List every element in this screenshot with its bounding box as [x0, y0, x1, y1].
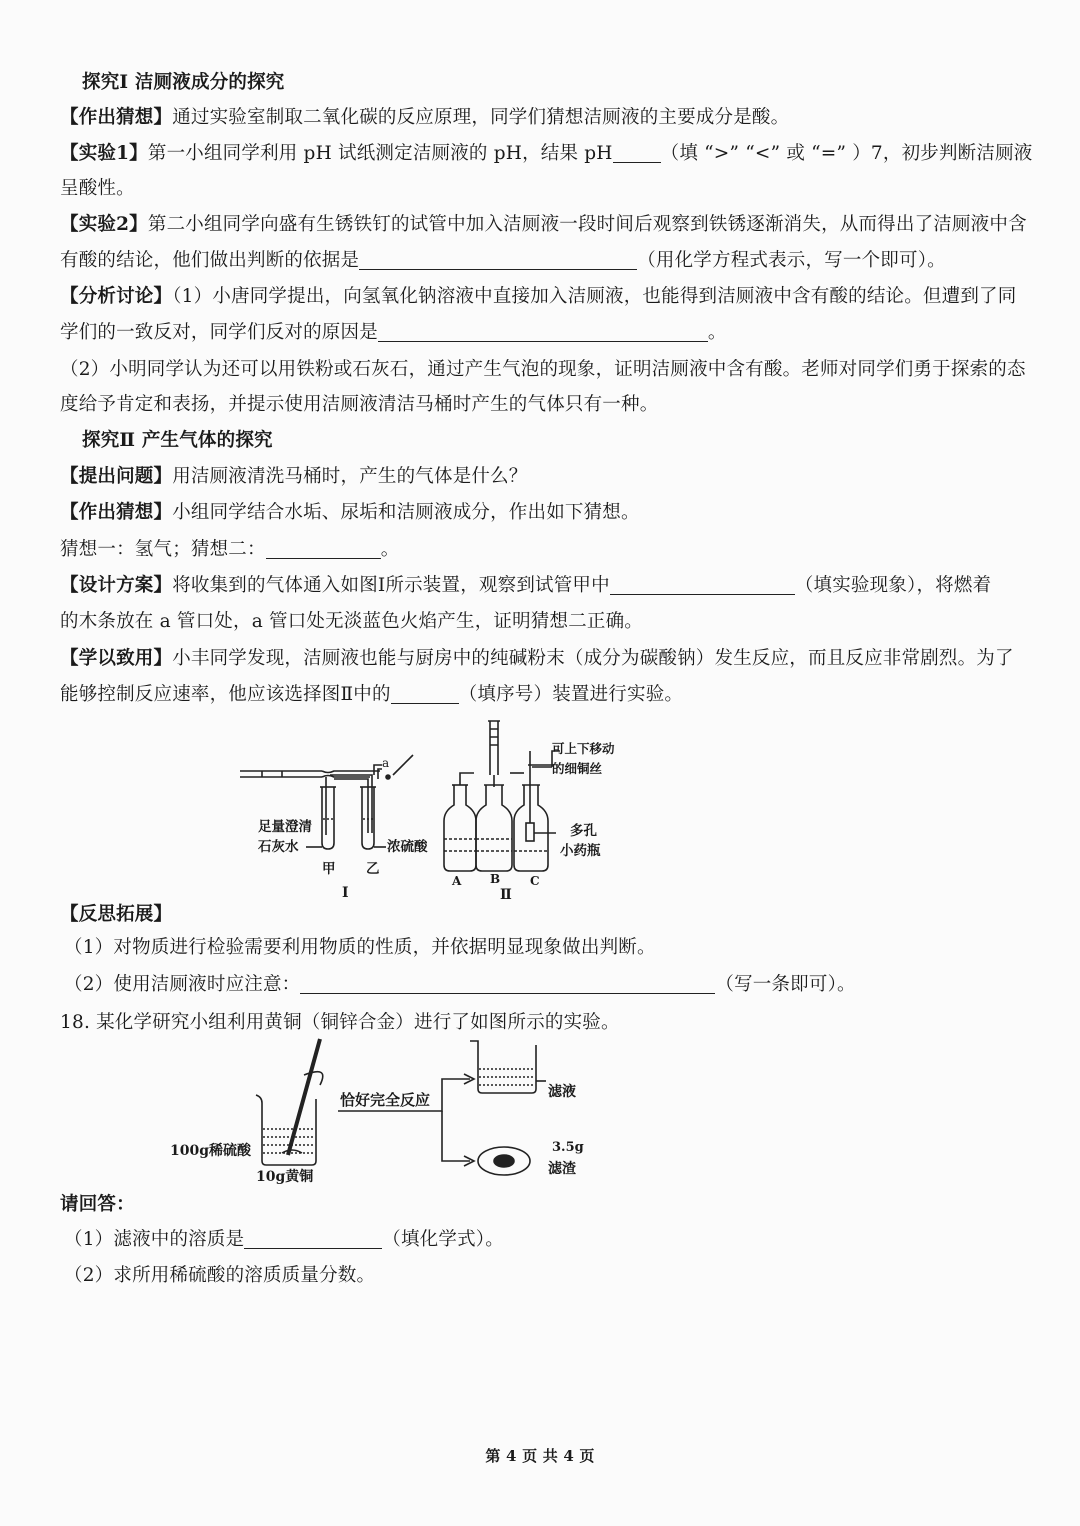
exp2-tag: 【实验2】: [60, 214, 148, 235]
answer-blank-precaution[interactable]: [300, 975, 715, 994]
discussion2-b: 度给予肯定和表扬，并提示使用洁厕液清洁马桶时产生的气体只有一种。: [60, 394, 659, 415]
question-line: [60, 464, 1020, 490]
discussion-line-2: [60, 320, 1020, 346]
answer-blank-device[interactable]: [391, 685, 459, 704]
guess2-text: 小组同学结合水垢、尿垢和洁厕液成分，作出如下猜想。: [172, 502, 640, 523]
guess-line: [60, 105, 1020, 131]
label-residue-mass: 3.5g: [552, 1140, 584, 1155]
exp1-line: [60, 141, 1033, 167]
label-residue: 滤渣: [548, 1161, 576, 1177]
design-tag: 【设计方案】: [60, 575, 173, 596]
section2-title: 探究Ⅱ 产生气体的探究: [82, 430, 273, 451]
label-yi: 乙: [366, 861, 380, 877]
label-conc-sulfuric: 浓硫酸: [387, 839, 428, 855]
answer-blank-phenomenon[interactable]: [610, 576, 795, 595]
exp2-text-b: 有酸的结论，他们做出判断的依据是: [60, 250, 360, 271]
exp1-text-b: （填 “>” “<” 或 “=” ）7，初步判断洁厕液: [660, 143, 1033, 164]
reflect-2-end: （写一条即可）。: [715, 974, 856, 995]
label-fig-1: Ⅰ: [342, 885, 349, 901]
figure-2-apparatus: [444, 721, 560, 871]
label-bottle-1: 多孔: [570, 823, 597, 839]
label-limewater-2: 石灰水: [258, 839, 299, 855]
exp1-text-c: 呈酸性。: [60, 178, 135, 199]
q18-sub1-text: （1）滤液中的溶质是: [64, 1229, 245, 1250]
guess2-tag: 【作出猜想】: [60, 502, 173, 523]
answer-blank-guess2[interactable]: [266, 540, 381, 559]
label-filtrate: 滤液: [548, 1084, 576, 1100]
q18-ask: 请回答：: [60, 1194, 135, 1215]
question-text: 用洁厕液清洗马桶时，产生的气体是什么？: [172, 466, 528, 487]
design-text-c: 的木条放在 a 管口处，a 管口处无淡蓝色火焰产生，证明猜想二正确。: [60, 611, 644, 632]
label-bottle-c: C: [530, 874, 540, 888]
apply-text: 小丰同学发现，洁厕液也能与厨房中的纯碱粉末（成分为碳酸钠）发生反应，而且反应非常剧烈。为了: [172, 648, 1014, 669]
exp2-line: [60, 212, 1027, 238]
apparatus-figure: [230, 715, 670, 905]
discussion-tag: 【分析讨论】: [60, 286, 173, 307]
label-jia: 甲: [322, 861, 336, 877]
reflect-tag: 【反思拓展】: [60, 904, 173, 925]
reaction-arrows: [338, 1074, 474, 1166]
design-line: [60, 573, 1020, 599]
apply-text-b: 能够控制反应速率，他应该选择图Ⅱ中的: [60, 684, 391, 705]
answer-blank-reason[interactable]: [378, 323, 708, 342]
discussion2-a: （2）小明同学认为还可以用铁粉或石灰石，通过产生气泡的现象，证明洁厕液中含有酸。老师对同学们勇于探索的态: [60, 359, 1026, 380]
exp2-text-c: （用化学方程式表示，写一个即可）。: [637, 250, 946, 271]
exp2-line-2: [60, 248, 1020, 274]
guess-text: 通过实验室制取二氧化碳的反应原理，同学们猜想洁厕液的主要成分是酸。: [172, 107, 790, 128]
label-dilute-acid: 100g稀硫酸: [170, 1143, 252, 1159]
discussion-line: [60, 284, 1020, 310]
q18-sub1-end: （填化学式）。: [382, 1229, 504, 1250]
reflect-2-text: （2）使用洁厕液时应注意：: [64, 974, 301, 995]
answer-blank-equation[interactable]: [359, 251, 637, 270]
answer-blank-solute[interactable]: [244, 1230, 382, 1249]
exp2-text: 第二小组同学向盛有生锈铁钉的试管中加入洁厕液一段时间后观察到铁锈逐渐消失，从而得出了洁厕液中含: [147, 214, 1027, 235]
label-fig-2: Ⅱ: [500, 887, 512, 903]
design-text-b: （填实验现象），将燃着: [794, 575, 992, 596]
apply-line: [60, 646, 1020, 672]
guess2-line: [60, 500, 1020, 526]
label-wire-2: 的细铜丝: [552, 761, 603, 776]
guess-options-text: 猜想一：氢气；猜想二：: [60, 539, 266, 560]
beaker-with-acid: [256, 1039, 323, 1165]
apply-line-2: [60, 682, 1020, 708]
design-text: 将收集到的气体通入如图Ⅰ所示装置，观察到试管甲中: [172, 575, 610, 596]
guess-options-end: 。: [380, 539, 400, 560]
label-a: a: [382, 756, 390, 770]
section1-title: 探究Ⅰ 洁厕液成分的探究: [82, 72, 285, 93]
filtrate-beaker: [470, 1041, 546, 1093]
filter-residue: [478, 1147, 530, 1175]
label-limewater-1: 足量澄清: [258, 819, 312, 835]
label-complete-reaction: 恰好完全反应: [340, 1091, 431, 1109]
exp1-text: 第一小组同学利用 pH 试纸测定洁厕液的 pH，结果 pH: [147, 143, 613, 164]
label-bottle-a: A: [452, 874, 462, 888]
label-bottle-b: B: [490, 872, 501, 886]
brass-experiment-figure: [170, 1035, 610, 1185]
answer-blank-ph[interactable]: [613, 144, 661, 163]
exp1-tag: 【实验1】: [60, 143, 148, 164]
q18-intro: 18. 某化学研究小组利用黄铜（铜锌合金）进行了如图所示的实验。: [60, 1012, 620, 1033]
discussion-text-b: 学们的一致反对，同学们反对的原因是: [60, 322, 378, 343]
question-tag: 【提出问题】: [60, 466, 173, 487]
label-brass: 10g黄铜: [256, 1169, 314, 1185]
q18-sub2: （2）求所用稀硫酸的溶质质量分数。: [64, 1265, 376, 1286]
label-wire-1: 可上下移动: [552, 741, 615, 756]
reflect-2-line: [64, 972, 1024, 998]
discussion-text-c: 。: [707, 322, 727, 343]
discussion-text: （1）小唐同学提出，向氢氧化钠溶液中直接加入洁厕液，也能得到洁厕液中含有酸的结论。但遭到了同: [172, 286, 1017, 307]
reflect-1: （1）对物质进行检验需要利用物质的性质，并依据明显现象做出判断。: [64, 937, 656, 958]
apply-text-c: （填序号）装置进行实验。: [458, 684, 684, 705]
guess-tag: 【作出猜想】: [60, 107, 173, 128]
label-bottle-2: 小药瓶: [560, 843, 601, 859]
apply-tag: 【学以致用】: [60, 648, 173, 669]
q18-sub1-line: [64, 1227, 1024, 1253]
guess-options-line: [60, 537, 1020, 563]
page-number: 第 4 页 共 4 页: [485, 1447, 595, 1465]
